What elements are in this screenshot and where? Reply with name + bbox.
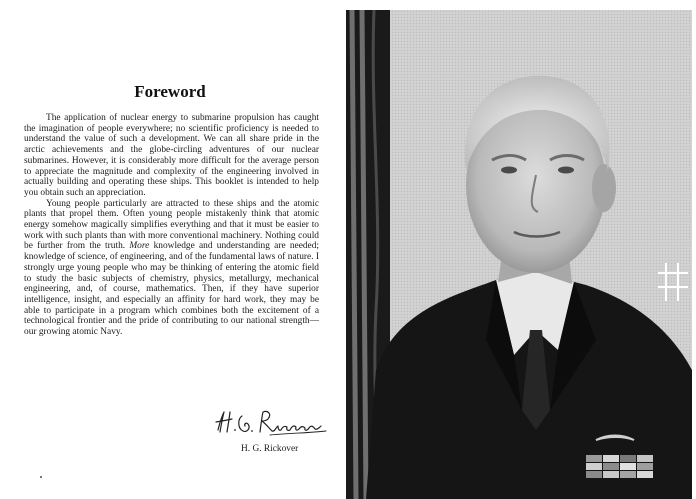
- paragraph-2-text-b: knowledge and understanding are needed; knowledge of science, of engineering, and of the fundamental laws of nature. I strongly urge young people who may be thinking of entering the atomic field to study the basic subjects of chemistry, physics, metallurgy, mechanical engineering, and, of course, mathematics. Then, if they have superior intelligence, insight, and especially an affinity for hard work, they may be able to participate in a program which combines both the excitement of a technological frontier and the pride of contributing to our national strength—our growing atomic Navy.: [24, 241, 320, 338]
- left-page: [0, 0, 346, 499]
- handwritten-signature: [210, 404, 330, 440]
- signer-name: H. G. Rickover: [241, 444, 299, 454]
- print-speck: [40, 476, 42, 478]
- paragraph-2: [24, 199, 319, 338]
- paragraph-2-text-a: Young people particularly are attracted to these ships and the atomic plants that propel them. Often young people mistakenly think that atomic energy somehow magically simplifies everything and that it must be easier to work with such plants than with more conventional machinery. Nothing could be further from the truth.: [24, 198, 319, 252]
- crop-mark-icon: [658, 263, 688, 301]
- portrait-photo: [346, 10, 692, 499]
- page-title: Foreword: [134, 82, 206, 101]
- paragraph-2-emphasis: More: [129, 241, 150, 252]
- paragraph-1: [24, 113, 319, 199]
- paragraph-1-text: The application of nuclear energy to submarine propulsion has caught the imagination of people everywhere; no scientific proficiency is needed to understand the value of such a development. We can all share pride in the arctic achievements and the globe-circling adventures of our nuclear submarines. However, it is considerably more difficult for the average person to appreciate the magnitude and complexity of the engineering involved in actually building and operating these ships. This booklet is intended to help you obtain such an appreciation.: [24, 113, 319, 198]
- foreword-body: [24, 113, 319, 338]
- right-page: [346, 0, 692, 499]
